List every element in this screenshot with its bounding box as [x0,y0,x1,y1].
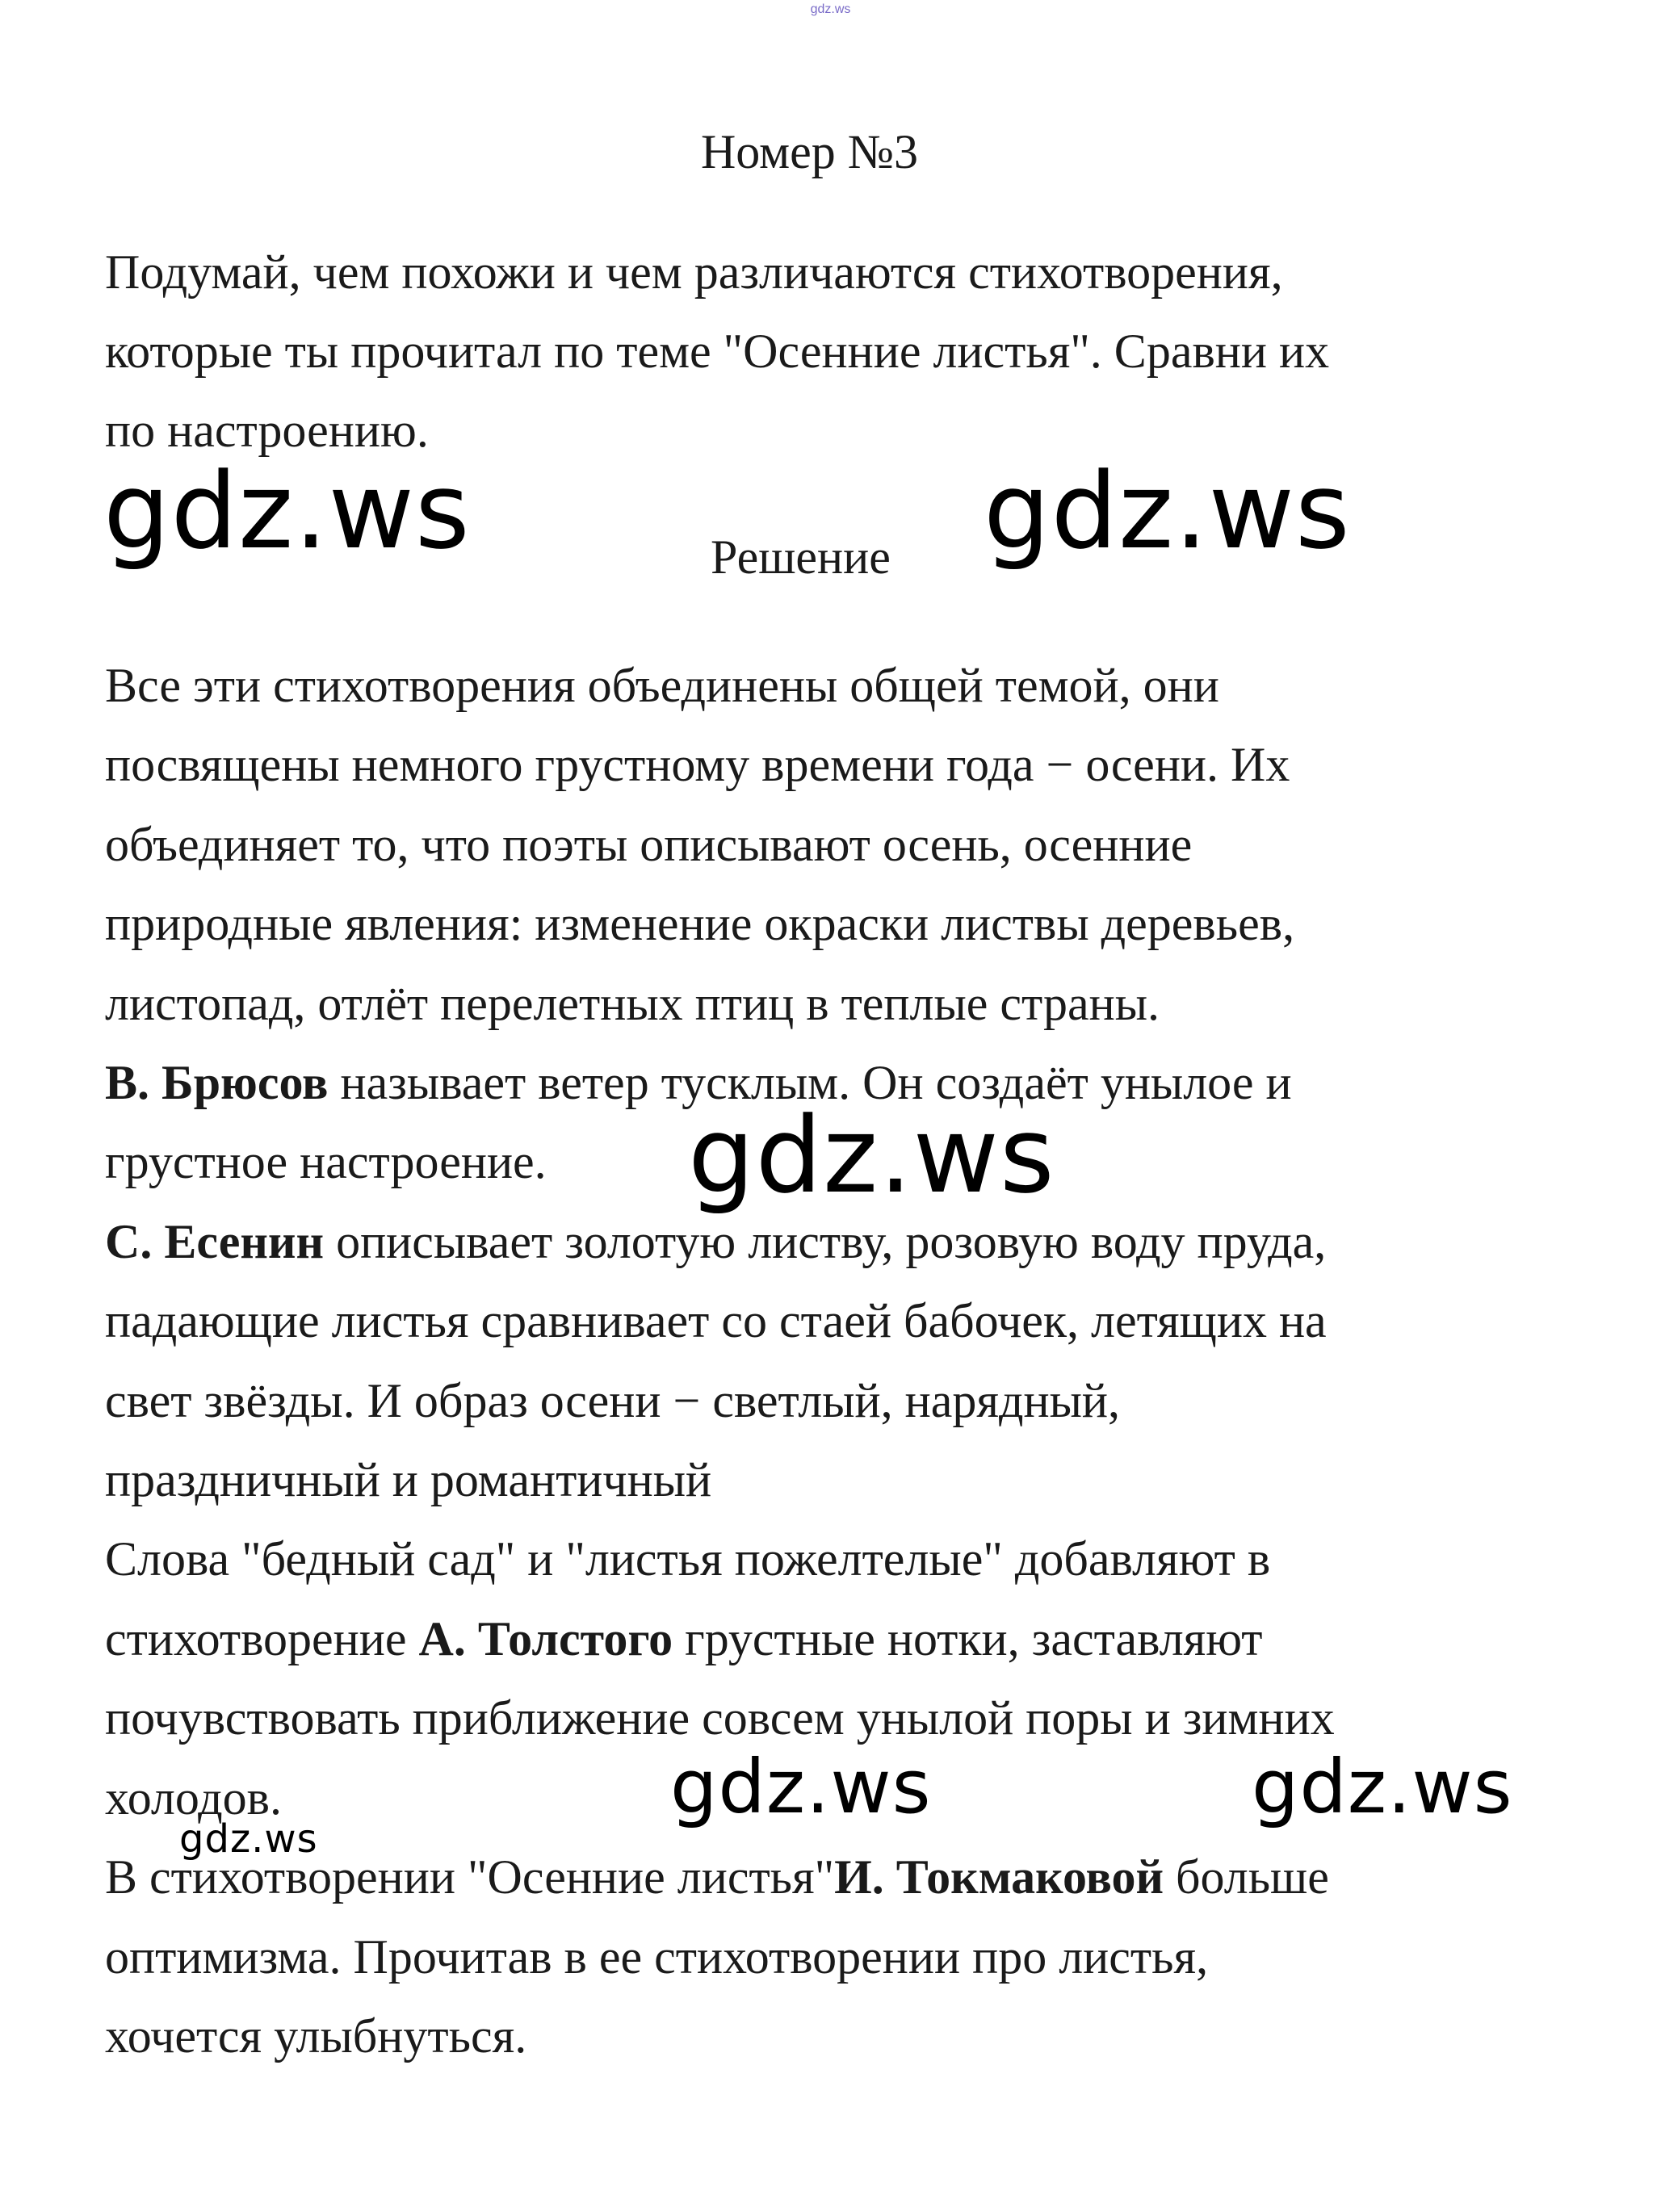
answer-text [105,646,1623,2076]
answer-line: оптимизма. Прочитав в ее стихотворении про листья, [105,1929,1209,1984]
answer-line: листопад, отлёт перелетных птиц в теплые страны. [105,976,1160,1030]
answer-line: праздничный и романтичный [105,1453,712,1507]
answer-line [105,1599,1623,1678]
answer-line: природные явления: изменение окраски листвы деревьев, [105,897,1295,951]
watermark: gdz.ws [984,450,1351,572]
answer-line: почувствовать приближение совсем унылой поры и зимних [105,1691,1335,1745]
answer-text-run: описывает золотую листву, розовую воду пруда, [324,1214,1327,1268]
author-name: С. Есенин [105,1214,325,1268]
question-line: по настроению. [105,404,429,457]
answer-text-run: стихотворение [105,1611,419,1665]
top-watermark: gdz.ws [810,2,851,16]
answer-line: посвящены немного грустному времени года − осени. Их [105,738,1290,792]
answer-line: падающие листья сравнивает со стаей бабочек, летящих на [105,1294,1327,1348]
watermark: gdz.ws [1252,1744,1513,1830]
answer-line: объединяет то, что поэты описывают осень, осенние [105,817,1193,871]
watermark: gdz.ws [670,1744,932,1830]
answer-line: Все эти стихотворения объединены общей темой, они [105,659,1219,712]
question-line: Подумай, чем похожи и чем различаются стихотворения, [105,245,1283,299]
author-name: А. Толстого [418,1611,673,1665]
watermark: gdz.ws [688,1094,1055,1217]
answer-line: свет звёзды. И образ осени − светлый, нарядный, [105,1373,1121,1427]
author-name: И. Токмаковой [834,1850,1164,1904]
answer-text-run: В стихотворении "Осенние листья" [105,1850,835,1904]
watermark: gdz.ws [103,450,471,572]
question-text [105,233,1623,470]
answer-text-run: называет ветер тусклым. Он создаёт унылое и [328,1056,1292,1110]
answer-text-run: больше [1164,1850,1329,1904]
page-title: Номер №3 [700,125,919,178]
answer-line: грустное настроение. [105,1135,547,1189]
author-name: В. Брюсов [105,1056,329,1110]
answer-line [105,1837,1623,1917]
question-line: которые ты прочитал по теме "Осенние листья". Сравни их [105,325,1330,378]
answer-line: Слова "бедный сад" и "листья пожелтелые" добавляют в [105,1532,1271,1586]
solution-heading: Решение [711,530,891,584]
answer-line: хочется улыбнуться. [105,2009,527,2063]
answer-line: холодов. [105,1770,282,1824]
watermark: gdz.ws [179,1816,318,1862]
answer-text-run: грустные нотки, заставляют [673,1611,1263,1665]
